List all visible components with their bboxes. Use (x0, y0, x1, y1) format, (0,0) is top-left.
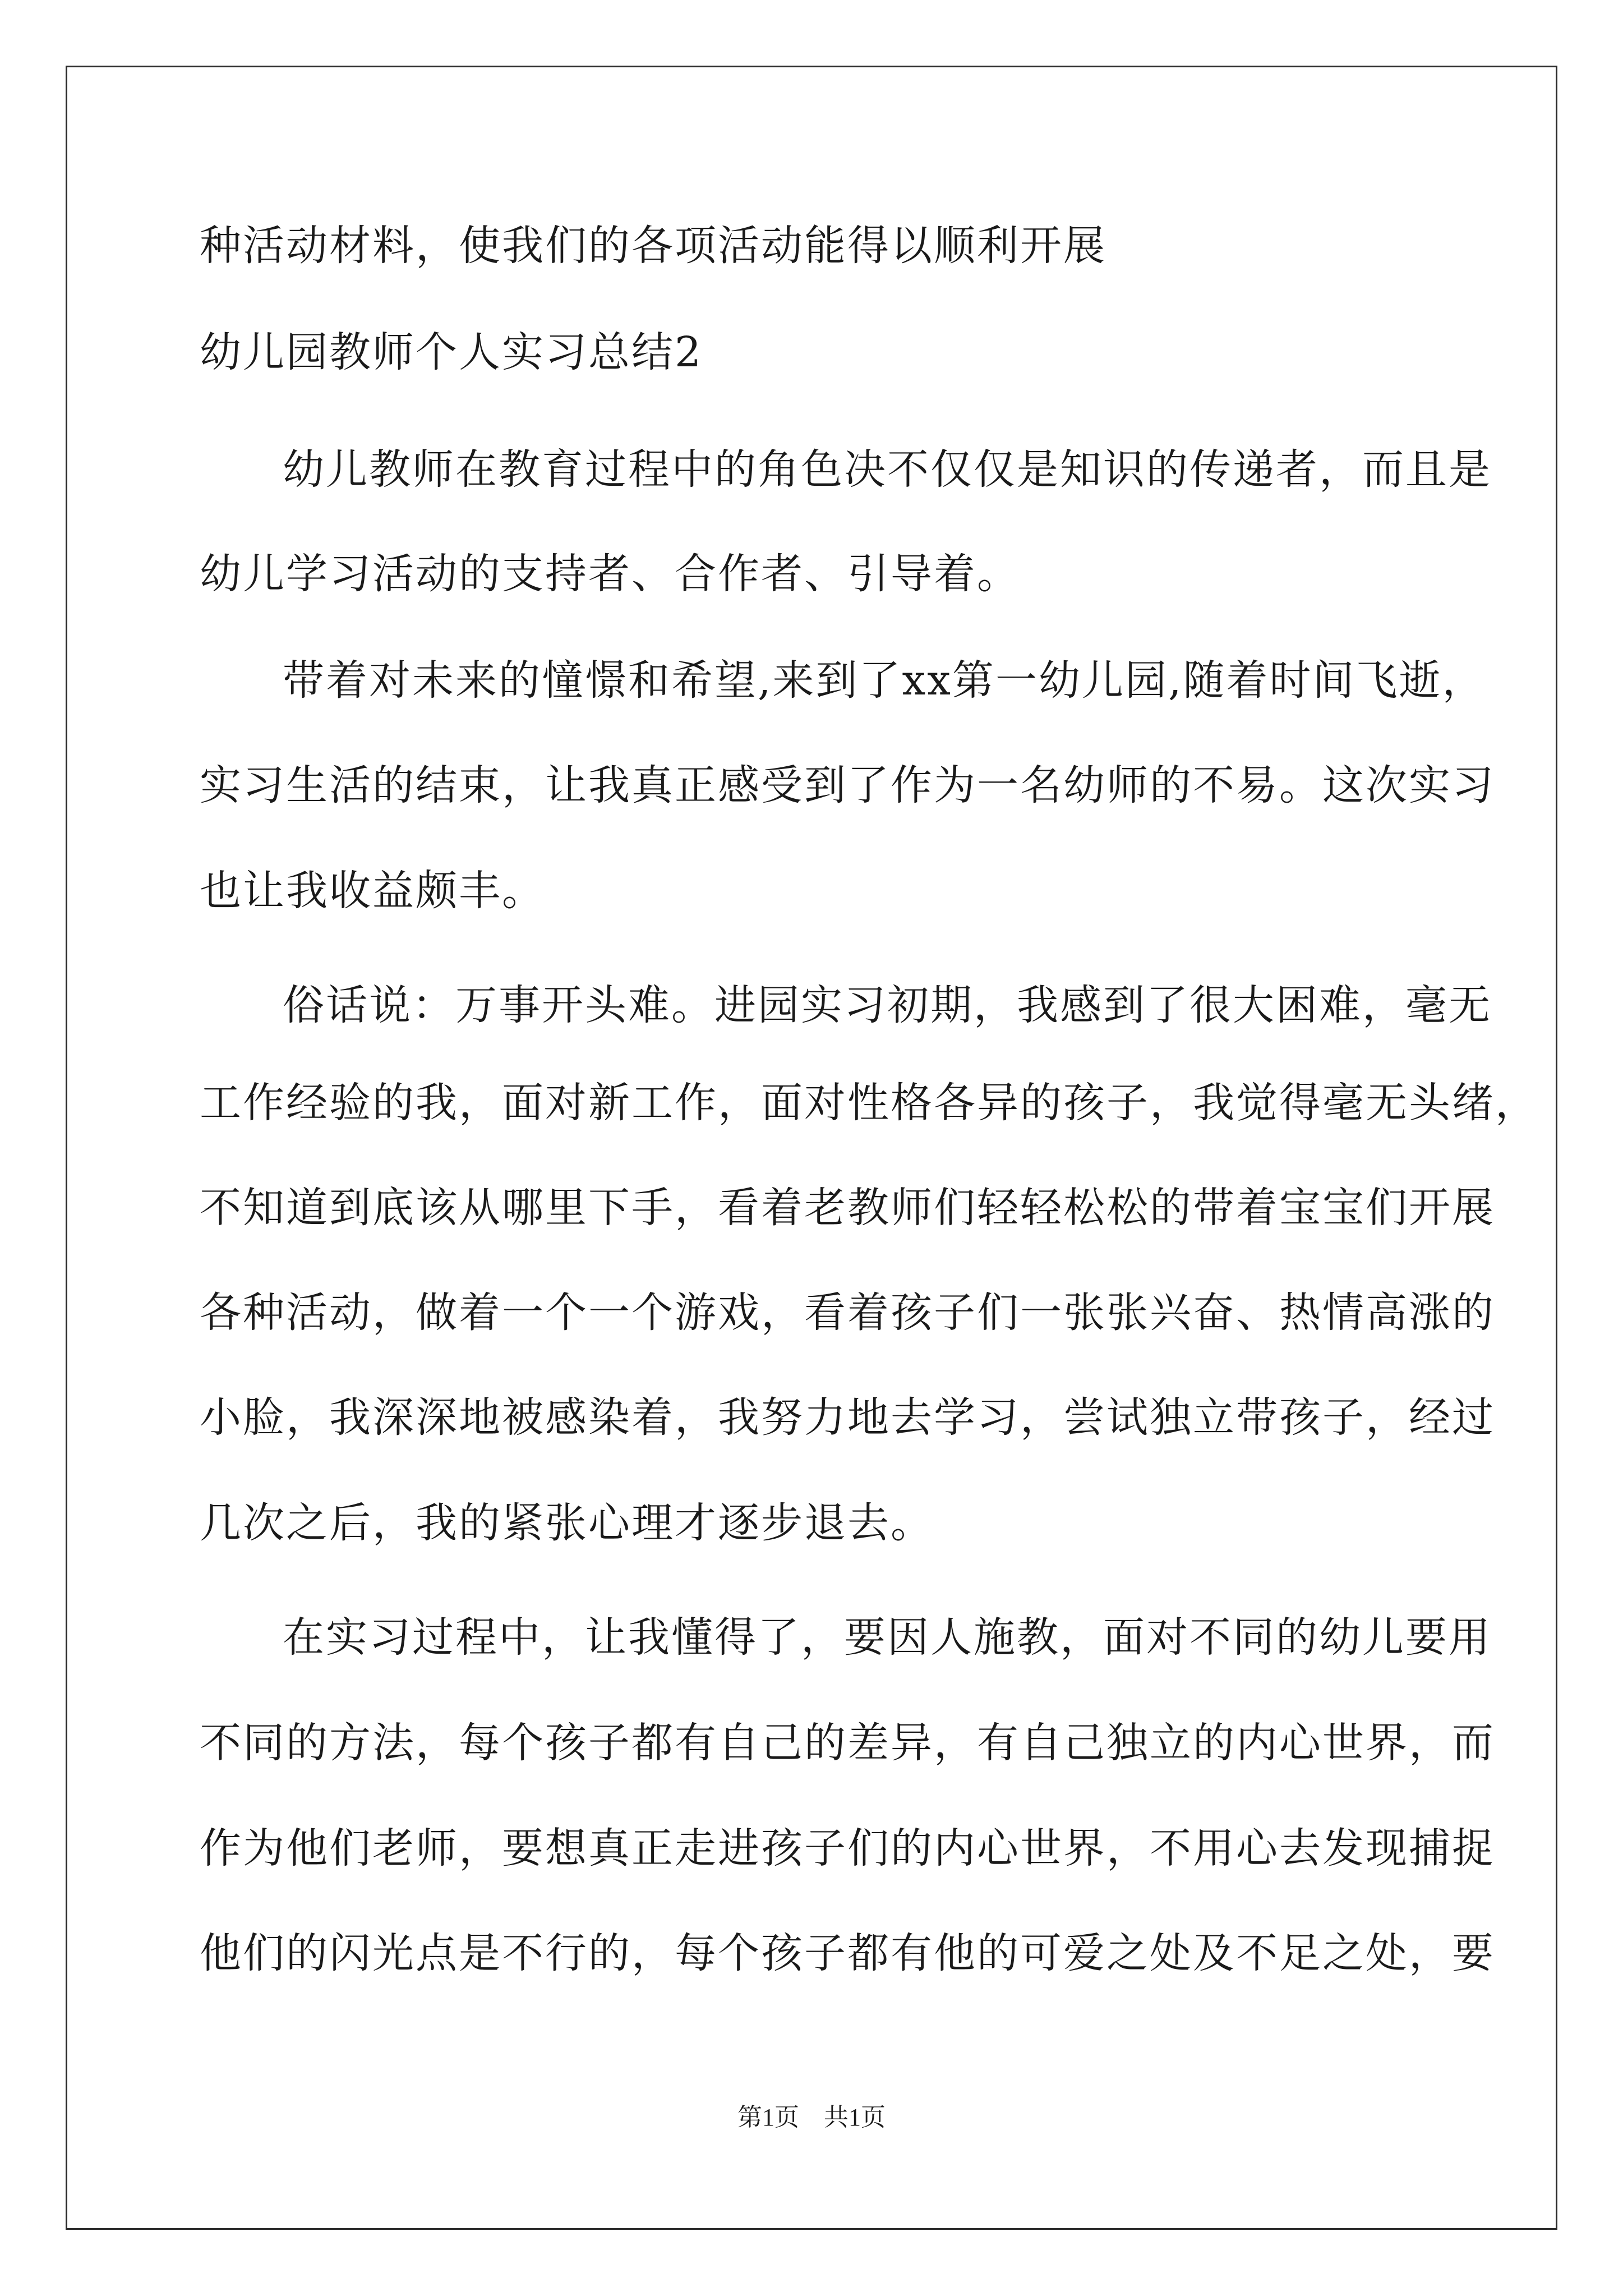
paragraph-line: 不知道到底该从哪里下手，看着老教师们轻轻松松的带着宝宝们开展 (200, 1184, 1495, 1232)
text-line-continuation: 种活动材料，使我们的各项活动能得以顺利开展 (200, 222, 1106, 270)
paragraph-line: 实习生活的结束，让我真正感受到了作为一名幼师的不易。这次实习 (200, 761, 1495, 809)
paragraph-line: 在实习过程中，让我懂得了，要因人施教，面对不同的幼儿要用 (283, 1613, 1492, 1662)
paragraph-line: 几次之后，我的紧张心理才逐步退去。 (200, 1499, 934, 1547)
paragraph-line: 作为他们老师，要想真正走进孩子们的内心世界，不用心去发现捕捉 (200, 1824, 1495, 1872)
paragraph-line: 也让我收益颇丰。 (200, 867, 545, 915)
page-border (66, 66, 1557, 2230)
paragraph-line: 小脸，我深深地被感染着，我努力地去学习，尝试独立带孩子，经过 (200, 1393, 1495, 1442)
paragraph-line: 带着对未来的憧憬和希望,来到了xx第一幼儿园,随着时间飞逝， (283, 656, 1486, 705)
paragraph-line: 幼儿学习活动的支持者、合作者、引导着。 (200, 550, 1020, 598)
paragraph-line: 幼儿教师在教育过程中的角色决不仅仅是知识的传递者，而且是 (283, 445, 1492, 494)
paragraph-line: 不同的方法，每个孩子都有自己的差异，有自己独立的内心世界，而 (200, 1719, 1495, 1767)
page-number-footer: 第1页 共1页 (737, 2104, 886, 2131)
paragraph-line: 他们的闪光点是不行的，每个孩子都有他的可爱之处及不足之处，要 (200, 1929, 1495, 1977)
paragraph-line: 俗话说：万事开头难。进园实习初期，我感到了很大困难，毫无 (283, 981, 1492, 1029)
paragraph-line: 各种活动，做着一个一个游戏，看着孩子们一张张兴奋、热情高涨的 (200, 1289, 1495, 1337)
section-heading: 幼儿园教师个人实习总结2 (200, 328, 703, 376)
paragraph-line: 工作经验的我，面对新工作，面对性格各异的孩子，我觉得毫无头绪， (200, 1079, 1538, 1127)
